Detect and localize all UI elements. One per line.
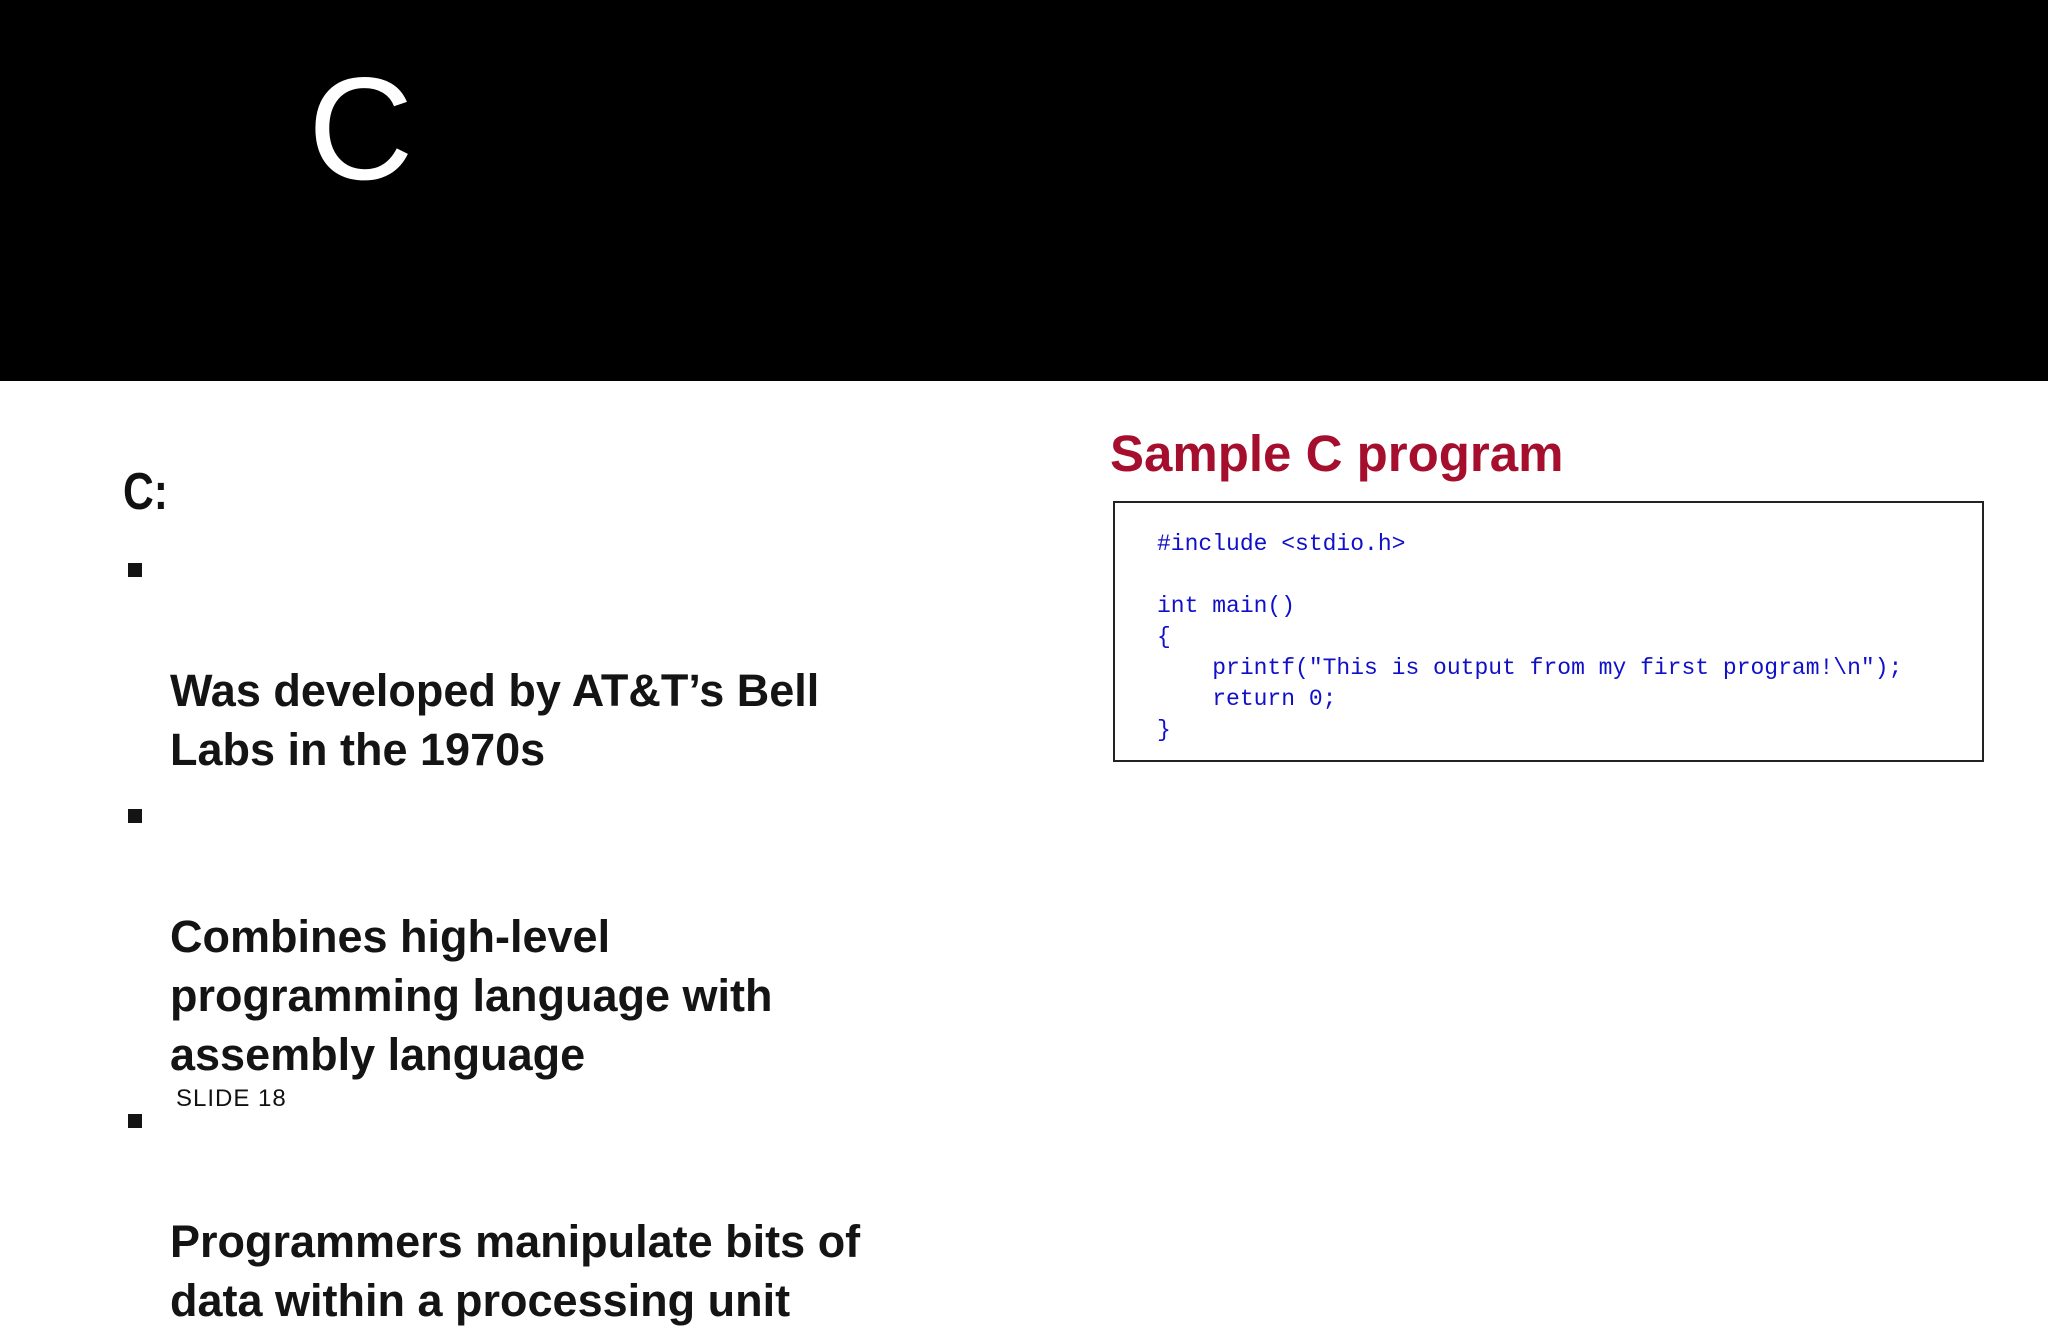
square-bullet-icon: [128, 1114, 142, 1128]
code-line: printf("This is output from my first program!\n");: [1157, 655, 1903, 681]
code-line: [1157, 560, 1902, 591]
bullet-item: [120, 1094, 920, 1330]
code-line: #include <stdio.h>: [1157, 531, 1406, 557]
slide-number: SLIDE 18: [176, 1085, 287, 1112]
bullet-text: Programmers manipulate bits of data within a processing unit: [170, 1216, 861, 1326]
code-line: {: [1157, 624, 1171, 650]
code-sample-box: [1113, 501, 1984, 762]
bullet-text: Was developed by AT&T’s Bell Labs in the 1970s: [170, 665, 820, 775]
square-bullet-icon: [128, 563, 142, 577]
content-heading: C:: [123, 463, 168, 521]
bullet-item: [120, 789, 920, 1084]
slide-title: C: [308, 47, 414, 210]
title-band: [0, 0, 2048, 381]
code-line: }: [1157, 717, 1171, 743]
bullet-text: Combines high-level programming language with assembly language: [170, 911, 773, 1080]
code-line: return 0;: [1157, 686, 1337, 712]
square-bullet-icon: [128, 809, 142, 823]
bullet-list: [120, 543, 920, 1340]
code-block: [1157, 529, 1902, 746]
code-sample-heading: Sample C program: [1110, 425, 1564, 482]
code-line: int main(): [1157, 593, 1296, 619]
bullet-item: [120, 543, 920, 779]
